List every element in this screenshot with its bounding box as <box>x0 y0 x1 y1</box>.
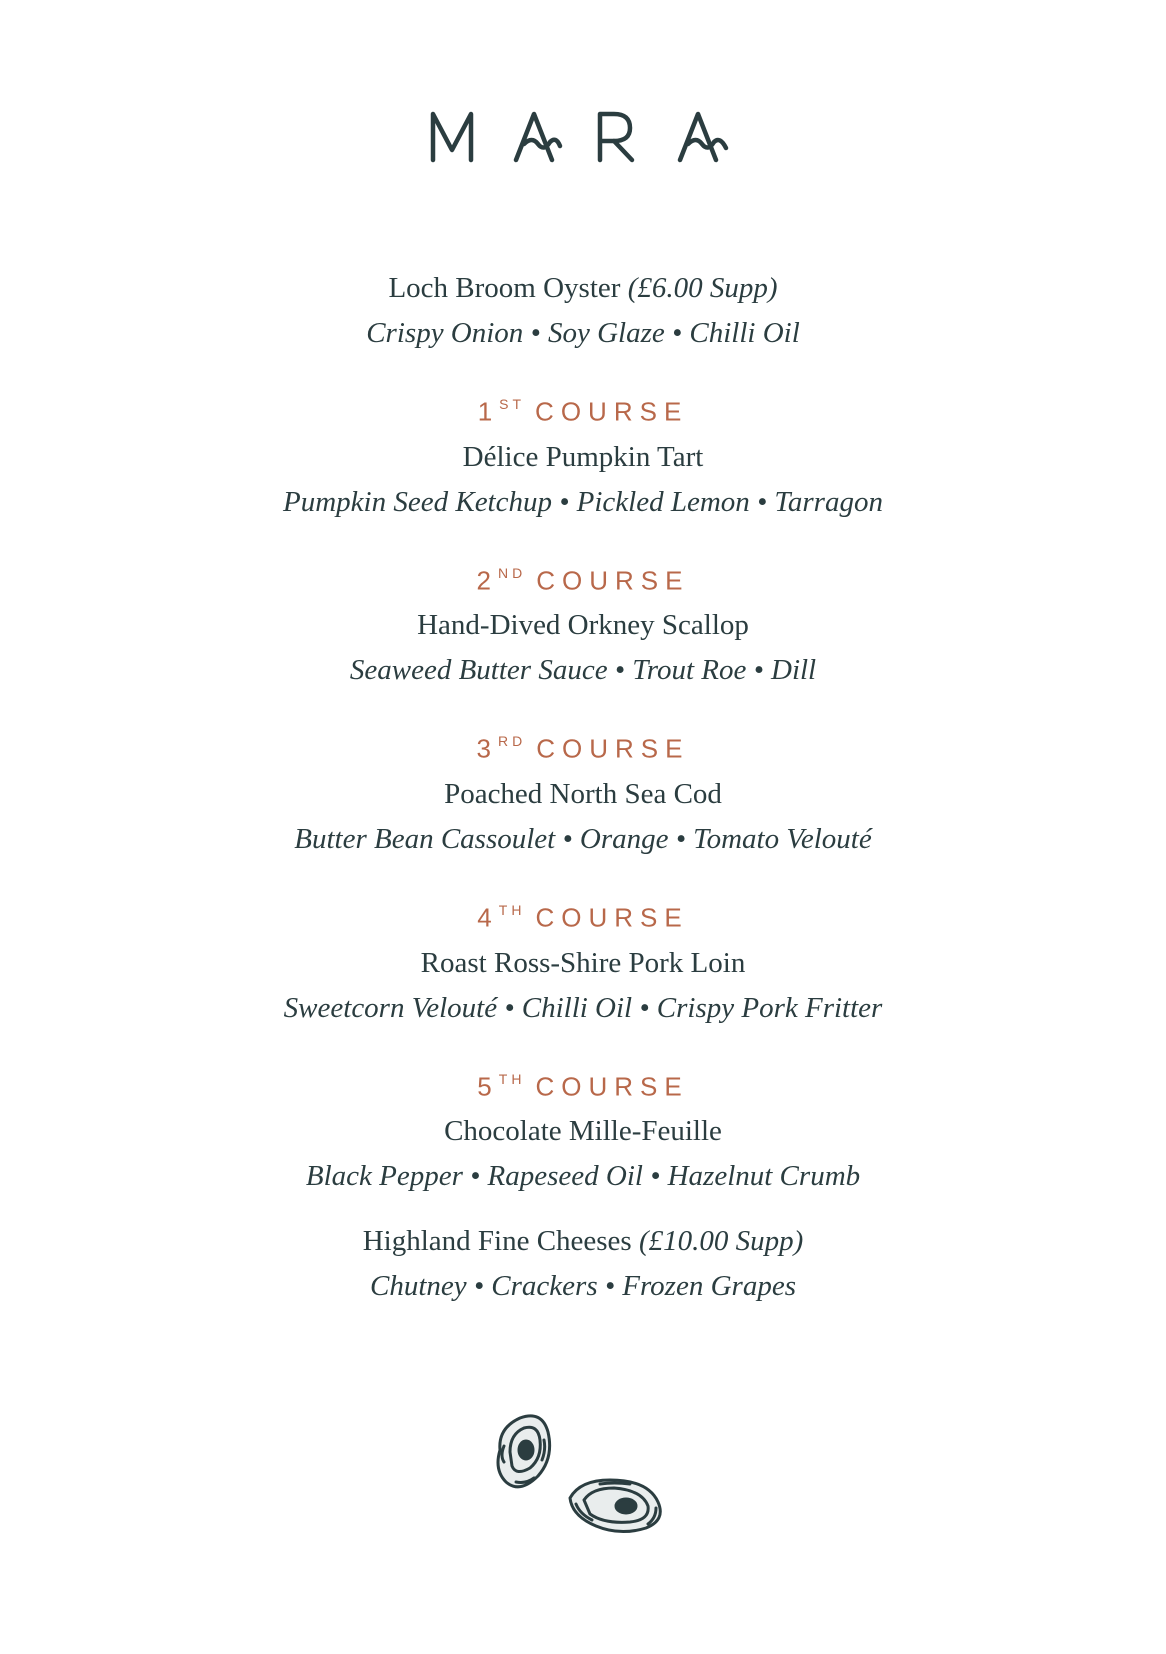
dish-name: Chocolate Mille-Feuille <box>444 1115 722 1148</box>
course-1 <box>0 384 1166 525</box>
dish-description: Sweetcorn Velouté • Chilli Oil • Crispy Pork Fritter <box>283 991 883 1024</box>
dish-description: Seaweed Butter Sauce • Trout Roe • Dill <box>349 654 817 687</box>
course-heading: 1ST COURSE <box>477 396 689 427</box>
dish-description: Crispy Onion • Soy Glaze • Chilli Oil <box>366 317 800 349</box>
course-heading: 2ND COURSE <box>476 564 690 596</box>
dish-name: Loch Broom Oyster <box>388 272 621 304</box>
dish-description: Pumpkin Seed Ketchup • Pickled Lemon • Tarragon <box>283 485 883 518</box>
dish-description: Butter Bean Cassoulet • Orange • Tomato Velouté <box>294 822 872 855</box>
course-5 <box>0 1059 1166 1200</box>
course-3 <box>0 721 1166 862</box>
menu-item-cheese <box>0 1219 1166 1309</box>
menu-item-oyster <box>0 266 1166 356</box>
supplement-price: (£10.00 Supp) <box>638 1225 804 1258</box>
tasting-menu <box>0 266 1166 1309</box>
course-2 <box>0 553 1166 694</box>
course-4 <box>0 890 1166 1031</box>
oysters-icon <box>480 1410 680 1540</box>
mara-wordmark-icon <box>428 108 738 168</box>
dish-name: Roast Ross-Shire Pork Loin <box>420 946 746 979</box>
course-heading: 5TH COURSE <box>477 1070 689 1102</box>
dish-title <box>0 266 1166 311</box>
dish-title <box>0 1219 1166 1264</box>
mara-logo <box>0 108 1166 173</box>
course-heading: 4TH COURSE <box>477 901 689 933</box>
dish-name: Highland Fine Cheeses <box>362 1225 632 1258</box>
course-heading: 3RD COURSE <box>476 733 690 764</box>
supplement-price: (£6.00 Supp) <box>627 272 778 304</box>
dish-name: Poached North Sea Cod <box>444 777 722 810</box>
dish-description: Black Pepper • Rapeseed Oil • Hazelnut Crumb <box>305 1160 861 1193</box>
dish-name: Hand-Dived Orkney Scallop <box>417 609 749 642</box>
dish-description: Chutney • Crackers • Frozen Grapes <box>370 1270 796 1303</box>
dish-name: Délice Pumpkin Tart <box>462 440 704 473</box>
